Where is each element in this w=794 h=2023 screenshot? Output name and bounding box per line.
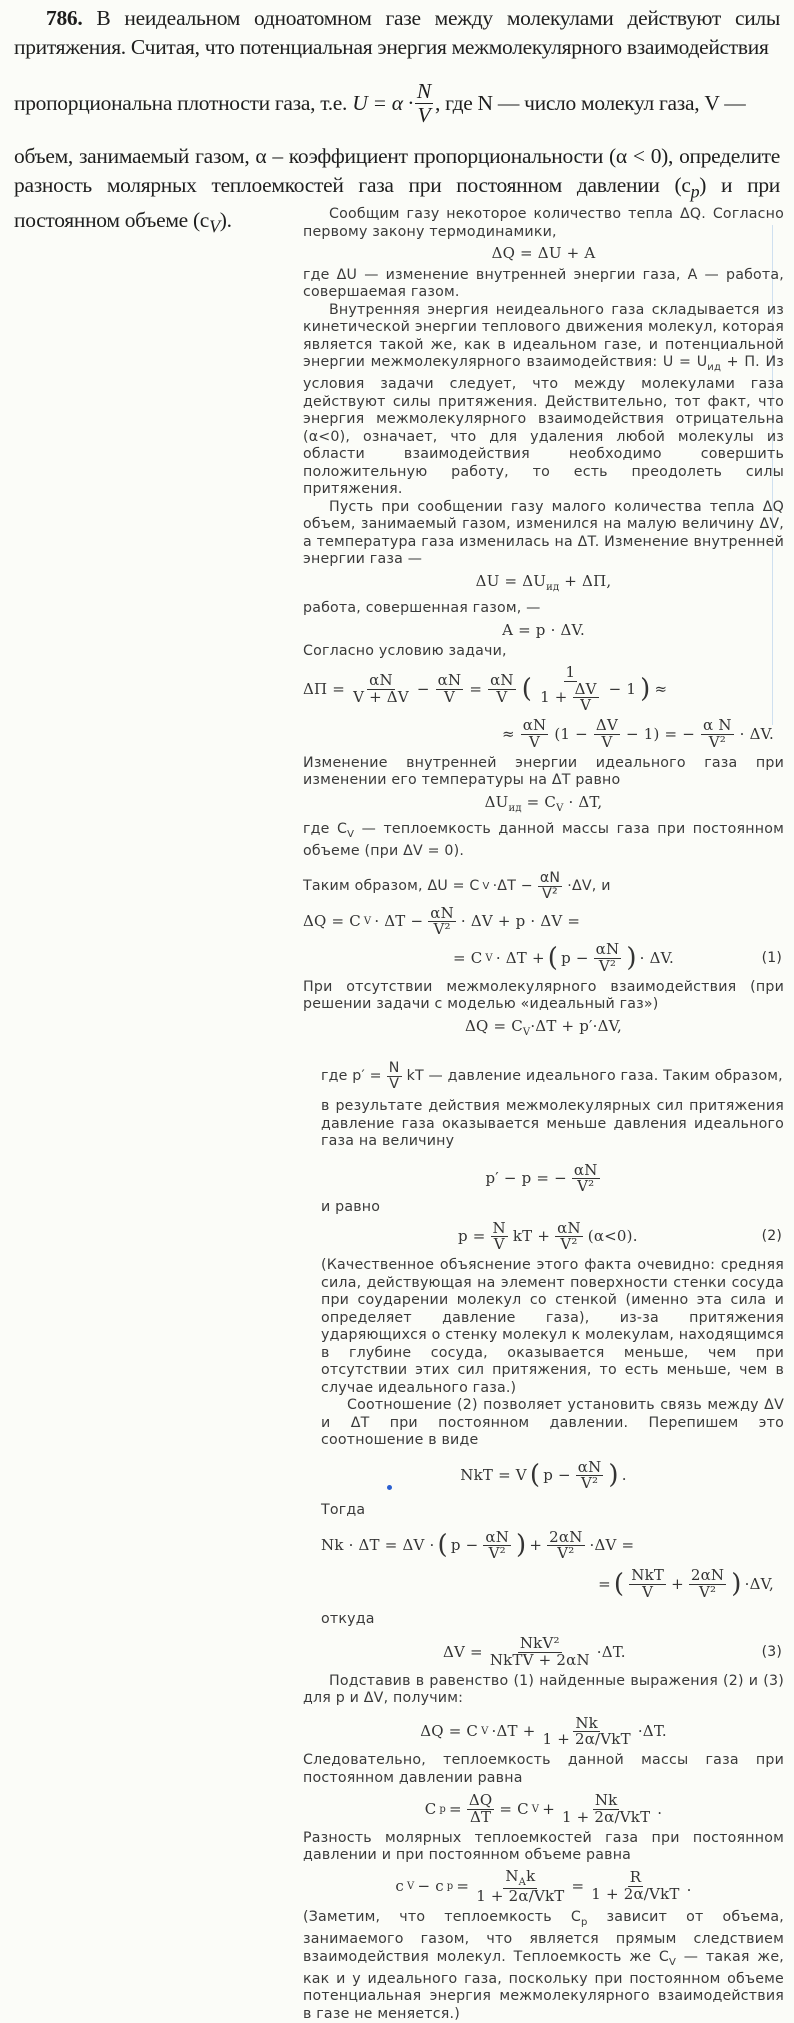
text: ΔU: [484, 792, 509, 811]
denominator: V²: [560, 1235, 578, 1254]
text: =: [449, 1799, 462, 1818]
numerator: 1: [565, 662, 576, 681]
denominator: V + ΔV: [353, 687, 409, 706]
text: Внутренняя энергия неидеального газа складывается из кинетической энергии теплового движения молекул, которая является такой же, как в идеальном газе, и потенциальной энергии межмолекулярного взаимодействия: U = U: [303, 301, 784, 370]
equation: [303, 1527, 784, 1563]
denominator: V²: [542, 885, 558, 902]
subscript: V: [531, 1803, 540, 1815]
text: + ΔП,: [559, 571, 612, 590]
fraction: [436, 673, 464, 706]
solution-paragraph: откуда: [321, 1610, 375, 1627]
text: ΔQ = C: [420, 1722, 479, 1741]
denominator: V: [389, 1076, 400, 1093]
numerator: NkT: [631, 1566, 665, 1585]
fraction: [547, 1527, 584, 1563]
numerator: αN: [369, 671, 393, 690]
subscript: V: [522, 1026, 531, 1038]
fraction: [629, 1568, 666, 1601]
numerator: αN: [573, 1160, 598, 1179]
text: − c: [417, 1876, 444, 1895]
subscript: V: [407, 1880, 415, 1892]
text: =: [469, 679, 483, 698]
text: ΔU = ΔU: [475, 571, 547, 590]
solution-paragraph: Изменение внутренней энергии идеального газа при изменении его температуры на ΔT равно: [303, 754, 784, 789]
subscript: V: [363, 916, 372, 928]
text: =: [571, 1876, 585, 1895]
fraction: [483, 1527, 511, 1563]
denominator: NkTV + 2αN: [489, 1650, 590, 1669]
equation-number: (3): [761, 1643, 782, 1660]
paren: ): [516, 1530, 527, 1561]
text: — теплоемкость данной массы газа при постоянном объеме (при ΔV = 0).: [303, 821, 784, 860]
paren: ): [608, 1460, 619, 1491]
text: ΔQ = C: [464, 1016, 523, 1035]
fraction: [594, 718, 620, 751]
numerator: αN: [557, 1218, 581, 1237]
numerator: αN: [539, 869, 561, 886]
numerator: αN: [522, 716, 547, 735]
equation: [303, 1793, 784, 1826]
solution-column: [303, 206, 784, 2023]
denominator: V²: [433, 920, 451, 939]
solution-paragraph: Тогда: [321, 1502, 366, 1519]
text: p −: [561, 948, 589, 967]
solution-paragraph: [303, 302, 784, 499]
solution-paragraph: [303, 1909, 784, 2023]
equation-number: (2): [761, 1228, 782, 1245]
solution-paragraph: Подставив в равенство (1) найденные выражения (2) и (3) для p и ΔV, получим:: [303, 1672, 784, 1707]
text: — такая же, как и у идеального газа, поскольку при постоянном объеме потенциальная энергия межмолекулярного взаимодействия в газе не меняется.): [303, 1948, 784, 2022]
numerator: 2αN: [690, 1566, 725, 1585]
numerator: αN: [577, 1457, 602, 1476]
fraction: [538, 871, 562, 902]
paren: (: [529, 1460, 541, 1491]
text: +: [542, 1799, 555, 1818]
text: kT — давление идеального газа. Таким образом,: [406, 1067, 783, 1084]
text: (α<0).: [587, 1227, 638, 1246]
denominator: V: [580, 696, 592, 715]
paren: ): [640, 673, 651, 704]
fraction: [541, 1713, 633, 1749]
solution-paragraph: работа, совершенная газом, —: [303, 600, 541, 617]
subscript: ид: [707, 361, 722, 373]
subscript: V: [347, 828, 355, 840]
problem-line: В неидеальном одноатомном газе между молекулами действуют силы притяжения. Считая, что потенциальная энергия межмолекулярного взаимодействия: [14, 6, 780, 59]
text: ·ΔT.: [637, 1722, 667, 1741]
numerator: N: [492, 1218, 506, 1237]
fraction: [573, 679, 599, 715]
text: ·ΔT +: [491, 1722, 536, 1741]
problem-line: ).: [219, 208, 232, 233]
subscript: V: [556, 802, 564, 814]
subscript: p: [690, 181, 700, 202]
denominator: 1 + 2α/VkT: [542, 1730, 631, 1749]
text: kT +: [512, 1227, 551, 1246]
numerator: αN: [430, 903, 454, 922]
numerator: αN: [437, 671, 462, 690]
solution-paragraph: в результате действия межмолекулярных сил притяжения давление газа оказывается меньше давления идеального газа на величину: [321, 1098, 784, 1150]
problem-number: 786.: [46, 6, 83, 30]
solution-paragraph: Пусть при сообщении газу малого количества тепла ΔQ объем, занимаемый газом, изменился на малую величину ΔV, а температура газа изменилась на ΔT. Изменение внутренней энергии газа —: [303, 498, 784, 568]
text: ·ΔT.: [596, 1642, 626, 1661]
text: p =: [458, 1227, 486, 1246]
text: p −: [450, 1536, 479, 1555]
fraction: [576, 1457, 604, 1493]
numerator: NkV²: [519, 1634, 560, 1653]
fraction: [351, 673, 411, 706]
subscript: V: [485, 952, 493, 964]
denominator: V²: [580, 1474, 599, 1493]
text: N: [505, 1866, 519, 1885]
text: c: [395, 1876, 405, 1895]
fraction: [555, 1218, 583, 1254]
text: (1 −: [554, 724, 588, 743]
numerator: ΔQ: [468, 1791, 493, 1810]
text: ΔV =: [443, 1642, 483, 1661]
text: +: [529, 1536, 543, 1555]
text: Таким образом, ΔU = C: [303, 877, 480, 894]
equation: [303, 1160, 784, 1196]
fraction: [488, 673, 516, 706]
equation-1: [303, 942, 784, 975]
equation-3: [303, 1636, 784, 1669]
fraction: [572, 1160, 600, 1196]
paren: (: [547, 942, 559, 973]
denominator: ΔT: [469, 1807, 492, 1826]
numerator: ΔV: [574, 679, 597, 698]
text: · ΔT −: [374, 912, 424, 931]
text: · ΔV.: [739, 724, 774, 743]
paren: ): [731, 1568, 742, 1599]
solution-paragraph: Сообщим газу некоторое количество тепла ΔQ. Согласно первому закону термодинамики,: [303, 206, 784, 240]
denominator: V: [529, 732, 541, 751]
text: .: [686, 1876, 692, 1895]
text: = C: [499, 1799, 529, 1818]
equation: [303, 903, 784, 939]
numerator: αN: [490, 671, 514, 690]
text: − 1) = −: [626, 724, 696, 743]
denominator: V²: [598, 956, 617, 975]
fraction: [589, 1870, 681, 1903]
text: − 1: [608, 679, 637, 698]
numerator: αN: [595, 940, 620, 959]
text: .: [621, 1466, 627, 1485]
equation: A = p · ΔV.: [502, 620, 585, 639]
subscript: V: [669, 1956, 677, 1968]
text: +: [671, 1574, 684, 1593]
denominator: V: [642, 1582, 654, 1601]
text: ΔП =: [303, 679, 346, 698]
denominator: V²: [708, 732, 726, 751]
fraction: [488, 1636, 592, 1669]
fraction-n-over-v: [415, 80, 433, 126]
text: ·ΔT −: [492, 877, 533, 894]
equation-delta-p: [303, 662, 784, 715]
fraction: [467, 1793, 495, 1826]
numerator: α N: [703, 716, 732, 735]
numerator: Nk: [594, 1791, 618, 1810]
text: · ΔT,: [563, 792, 603, 811]
denominator: 1 + 2α/VkT: [591, 1885, 680, 1904]
numerator: Nk: [575, 1713, 598, 1732]
denominator: V: [493, 1235, 505, 1254]
text: (Заметим, что теплоемкость C: [303, 1908, 581, 1925]
denominator: V: [601, 732, 613, 751]
subscript: V: [482, 880, 490, 892]
denominator: V²: [557, 1544, 575, 1563]
equation: [303, 1018, 784, 1042]
subscript: ид: [546, 581, 560, 593]
equation: [303, 1568, 784, 1601]
numerator: R: [629, 1868, 642, 1887]
denominator: V²: [698, 1582, 717, 1601]
fraction: [560, 1793, 652, 1826]
fraction: [521, 718, 549, 751]
text: = C: [453, 948, 483, 967]
fraction: [689, 1568, 726, 1601]
text: p −: [543, 1466, 571, 1485]
fraction: [594, 942, 622, 975]
problem-formula-line: [14, 70, 780, 136]
text: Nk · ΔT = ΔV ·: [321, 1536, 435, 1555]
fraction: [428, 903, 456, 939]
fraction: [701, 718, 734, 751]
formula-u: U = α ·: [352, 90, 413, 115]
denominator: 1 + 2α/VkT: [561, 1807, 651, 1826]
solution-paragraph: [303, 1061, 784, 1092]
text: зависит от объема, занимаемого газом, что является прямым следствием взаимодействия молекул. Теплоемкость же C: [303, 1908, 784, 1965]
text: · ΔV + p · ΔV =: [460, 912, 581, 931]
text: p′ − p = −: [485, 1169, 567, 1188]
text: · ΔT +: [495, 948, 545, 967]
text: NkT = V: [460, 1466, 527, 1485]
denominator: V: [443, 687, 455, 706]
fraction: [474, 1866, 566, 1906]
equation-result: [303, 1866, 784, 1906]
solution-paragraph: Следовательно, теплоемкость данной массы газа при постоянном давлении равна: [303, 1752, 784, 1786]
text: · ΔV.: [639, 948, 675, 967]
equation: [303, 1713, 784, 1749]
paren: (: [613, 1568, 625, 1599]
text: −: [416, 679, 430, 698]
solution-paragraph: Разность молярных теплоемкостей газа при постоянном давлении и при постоянном объеме равна: [303, 1829, 784, 1864]
text: ≈: [501, 724, 515, 743]
solution-paragraph: При отсутствии межмолекулярного взаимодействия (при решении задачи с моделью «идеальный газ»): [303, 978, 784, 1013]
solution-paragraph: (Качественное объяснение этого факта очевидно: средняя сила, действующая на элемент поверхности стенки сосуда при соударении молекул со стенкой (именно эта сила и определяет давление газа), из-за притяжения ударяющихся о стенку молекул к молекулам, находящимся в глубине сосуда, оказывается меньше, чем при отсутствии этих сил притяжения, то есть меньше, чем в случае идеального газа.): [321, 1257, 784, 1396]
text: = C: [521, 792, 557, 811]
subscript: V: [209, 216, 220, 237]
text: C: [424, 1799, 437, 1818]
solution-paragraph: где ΔU — изменение внутренней энергии газа, A — работа, совершаемая газом.: [303, 266, 784, 300]
paren: (: [437, 1530, 448, 1561]
numerator: N: [388, 1060, 400, 1077]
subscript: A: [518, 1876, 527, 1888]
solution-paragraph: [303, 871, 784, 902]
text: + П. Из условия задачи следует, что между молекулами газа действуют силы притяжения. Действительно, тот факт, что энергия межмолекулярного взаимодействия отрицательна (α<0), означает, что для удаления любой молекулы из области взаимодействия необходимо совершить положительную работу, то есть преодолеть силы притяжения.: [303, 354, 785, 498]
numerator: N: [416, 78, 431, 103]
text: 1 +: [540, 687, 568, 706]
denominator: [538, 679, 603, 715]
solution-paragraph: [303, 821, 784, 861]
equation: ΔQ = ΔU + A: [491, 244, 596, 262]
fraction: [538, 662, 603, 715]
equation-2: [303, 1218, 784, 1254]
subscript: p: [446, 1880, 454, 1892]
paren: ): [626, 942, 637, 973]
numerator: αN: [485, 1527, 510, 1546]
problem-line: , где N — число молекул газа, V —: [434, 90, 746, 115]
fraction: [387, 1061, 402, 1092]
subscript: p: [439, 1803, 447, 1815]
subscript: V: [481, 1726, 489, 1738]
text: ΔQ = C: [303, 912, 361, 931]
text: где C: [303, 821, 348, 838]
denominator: 1 + 2α/VkT: [476, 1887, 565, 1906]
text: =: [456, 1876, 470, 1895]
problem-text: [14, 4, 780, 62]
equation: [303, 1457, 784, 1493]
text: =: [598, 1574, 611, 1593]
solution-paragraph: Согласно условию задачи,: [303, 643, 507, 660]
text: .: [657, 1799, 663, 1818]
text: ·ΔT + p′·ΔV,: [530, 1016, 623, 1035]
subscript: p: [580, 1916, 588, 1928]
fraction: [491, 1218, 508, 1254]
problem-line: ) и при постоянном объеме (c: [14, 173, 780, 233]
text: ·ΔV, и: [567, 877, 611, 894]
text: ·ΔV,: [744, 1574, 774, 1593]
text: ≈: [654, 679, 668, 698]
text: k: [526, 1866, 536, 1885]
denominator: V: [417, 102, 431, 127]
solution-paragraph: и равно: [321, 1199, 381, 1216]
equation: [303, 794, 784, 818]
numerator: [503, 1866, 537, 1890]
subscript: ид: [508, 802, 522, 814]
numerator: ΔV: [595, 716, 618, 735]
denominator: V²: [488, 1544, 506, 1563]
paren: (: [521, 673, 533, 704]
denominator: V: [496, 687, 508, 706]
equation-number: (1): [761, 949, 782, 966]
numerator: 2αN: [549, 1527, 583, 1546]
solution-paragraph: Соотношение (2) позволяет установить связь между ΔV и ΔT при постоянном давлении. Перепишем это соотношение в виде: [321, 1397, 784, 1449]
denominator: V²: [577, 1177, 595, 1196]
text: ·ΔV =: [589, 1536, 635, 1555]
equation-approx: [303, 718, 784, 751]
equation: [303, 573, 784, 597]
problem-line: объем, занимаемый газом, α – коэффициент пропорциональности (α < 0), определите разность молярных теплоемкостей газа при постоянном давлении (c: [14, 144, 780, 197]
text: где p′ =: [321, 1067, 382, 1084]
problem-line: пропорциональна плотности газа, т.е.: [14, 90, 348, 115]
